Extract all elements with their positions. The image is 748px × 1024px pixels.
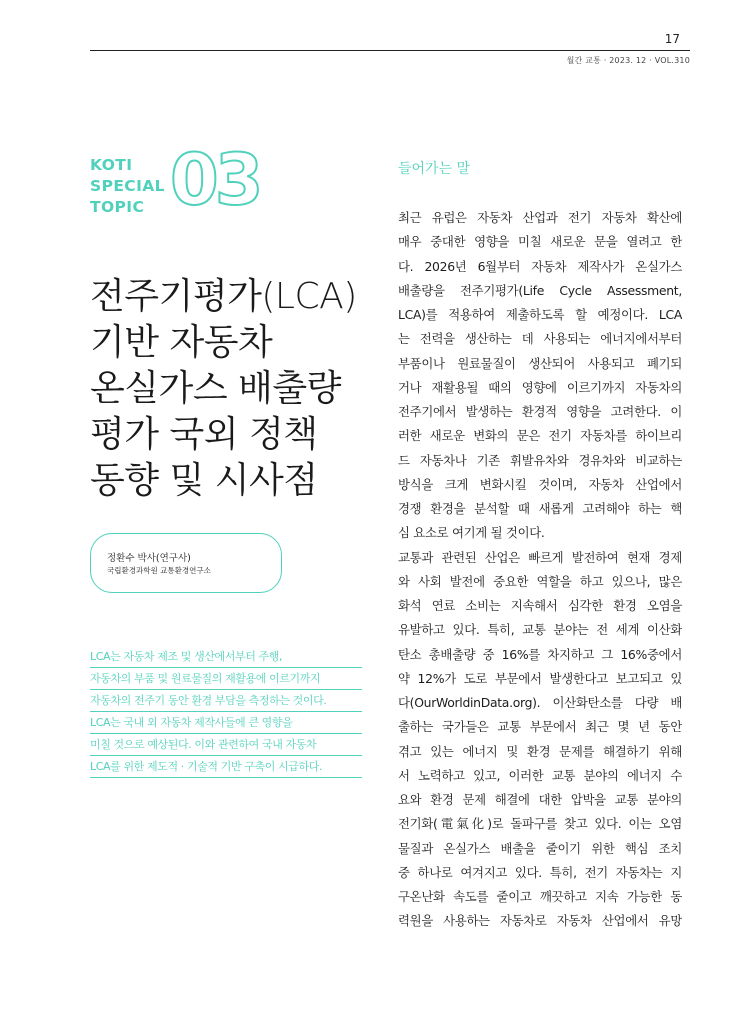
abstract-line: 미칠 것으로 예상된다. 이와 관련하여 국내 자동차 xyxy=(90,734,362,756)
body-text xyxy=(398,206,682,934)
body-line: 배출량을 전주기평가(Life Cycle Assessment, xyxy=(398,282,682,298)
body-line: 약 12%가 도로 부문에서 발생한다고 보고되고 있 xyxy=(398,670,682,686)
body-line: 부품이나 원료물질이 생산되어 사용되고 폐기되 xyxy=(398,355,682,371)
body-line: 는 전력을 생산하는 데 사용되는 에너지에서부터 xyxy=(398,331,682,347)
body-line: 화석 연료 소비는 지속해서 심각한 환경 오염을 xyxy=(398,598,682,613)
title-line: 동향 및 시사점 xyxy=(90,460,318,501)
body-line: 방식을 크게 변화시킬 것이며, 자동차 산업에서 xyxy=(398,476,682,492)
body-line: 서 노력하고 있고, 이러한 교통 분야의 에너지 수 xyxy=(398,767,682,783)
section-heading: 들어가는 말 xyxy=(398,161,471,177)
abstract-line: 자동차의 부품 및 원료물질의 재활용에 이르기까지 xyxy=(90,668,362,690)
abstract xyxy=(90,646,362,778)
author-box xyxy=(90,533,282,593)
abstract-line: 자동차의 전주기 동안 환경 부담을 측정하는 것이다. xyxy=(90,690,362,712)
title-line: 온실가스 배출량 xyxy=(90,368,341,409)
title-line: 기반 자동차 xyxy=(90,322,273,363)
body-line: 다. 2026년 6월부터 자동차 제작사가 온실가스 xyxy=(398,258,682,274)
body-line: 드 자동차나 기존 휘발유차와 경유차와 비교하는 xyxy=(398,452,682,468)
body-line: 최근 유럽은 자동차 산업과 전기 자동차 확산에 xyxy=(398,210,682,225)
header-rule xyxy=(90,50,690,51)
body-line: 탄소 총배출량 중 16%를 차지하고 그 16%중에서 xyxy=(398,646,682,662)
body-line: 심 요소로 여기게 될 것이다. xyxy=(398,525,545,541)
article-title xyxy=(90,274,380,504)
body-line: 중 하나로 여겨지고 있다. 특히, 전기 자동차는 지 xyxy=(398,864,682,880)
body-line: 구온난화 속도를 줄이고 깨끗하고 지속 가능한 동 xyxy=(398,889,682,904)
body-line: 경쟁 환경을 분석할 때 새롭게 고려해야 하는 핵 xyxy=(398,501,682,516)
title-line: 평가 국외 정책 xyxy=(90,414,318,455)
special-topic-label xyxy=(90,155,165,218)
body-line: LCA)를 적용하여 제출하도록 할 예정이다. LCA xyxy=(398,307,682,322)
page-number: 17 xyxy=(664,32,680,46)
body-line: 전기화(電氣化)로 돌파구를 찾고 있다. 이는 오염 xyxy=(398,816,682,832)
topic-label-line: SPECIAL xyxy=(90,177,165,195)
body-line: 출하는 국가들은 교통 부문에서 최근 몇 년 동안 xyxy=(398,719,682,735)
topic-number: 03 xyxy=(170,139,260,221)
abstract-line: LCA를 위한 제도적 · 기술적 기반 구축이 시급하다. xyxy=(90,756,362,778)
abstract-line: LCA는 자동차 제조 및 생산에서부터 주행, xyxy=(90,646,362,668)
body-line: 전주기에서 발생하는 환경적 영향을 고려한다. 이 xyxy=(398,404,682,419)
body-line: 요와 환경 문제 해결에 대한 압박을 교통 분야의 xyxy=(398,792,682,807)
title-line: 전주기평가(LCA) xyxy=(90,276,357,317)
body-line: 겪고 있는 에너지 및 환경 문제를 해결하기 위해 xyxy=(398,743,682,759)
topic-label-line: KOTI xyxy=(90,156,133,174)
body-line: 다(OurWorldinData.org). 이산화탄소를 다량 배 xyxy=(398,695,682,710)
body-line: 력원을 사용하는 자동차로 자동차 산업에서 유망 xyxy=(398,913,682,929)
topic-label-line: TOPIC xyxy=(90,198,145,216)
author-affiliation: 국립환경과학원 교통환경연구소 xyxy=(107,566,211,575)
body-line: 유발하고 있다. 특히, 교통 분야는 전 세계 이산화 xyxy=(398,622,682,638)
abstract-line: LCA는 국내 외 자동차 제작사들에 큰 영향을 xyxy=(90,712,362,734)
body-line: 거나 재활용될 때의 영향에 이르기까지 자동차의 xyxy=(398,379,682,395)
body-line: 매우 중대한 영향을 미칠 새로운 문을 열려고 한 xyxy=(398,234,682,250)
body-line: 러한 새로운 변화의 문은 전기 자동차를 하이브리 xyxy=(398,428,682,444)
body-line: 교통과 관련된 산업은 빠르게 발전하여 현재 경제 xyxy=(398,549,682,565)
author-name: 정환수 박사(연구사) xyxy=(107,553,191,564)
body-line: 물질과 온실가스 배출을 줄이기 위한 핵심 조치 xyxy=(398,840,682,856)
body-line: 와 사회 발전에 중요한 역할을 하고 있으나, 많은 xyxy=(398,573,682,589)
running-header: 월간 교통 · 2023. 12 · VOL.310 xyxy=(566,56,690,65)
